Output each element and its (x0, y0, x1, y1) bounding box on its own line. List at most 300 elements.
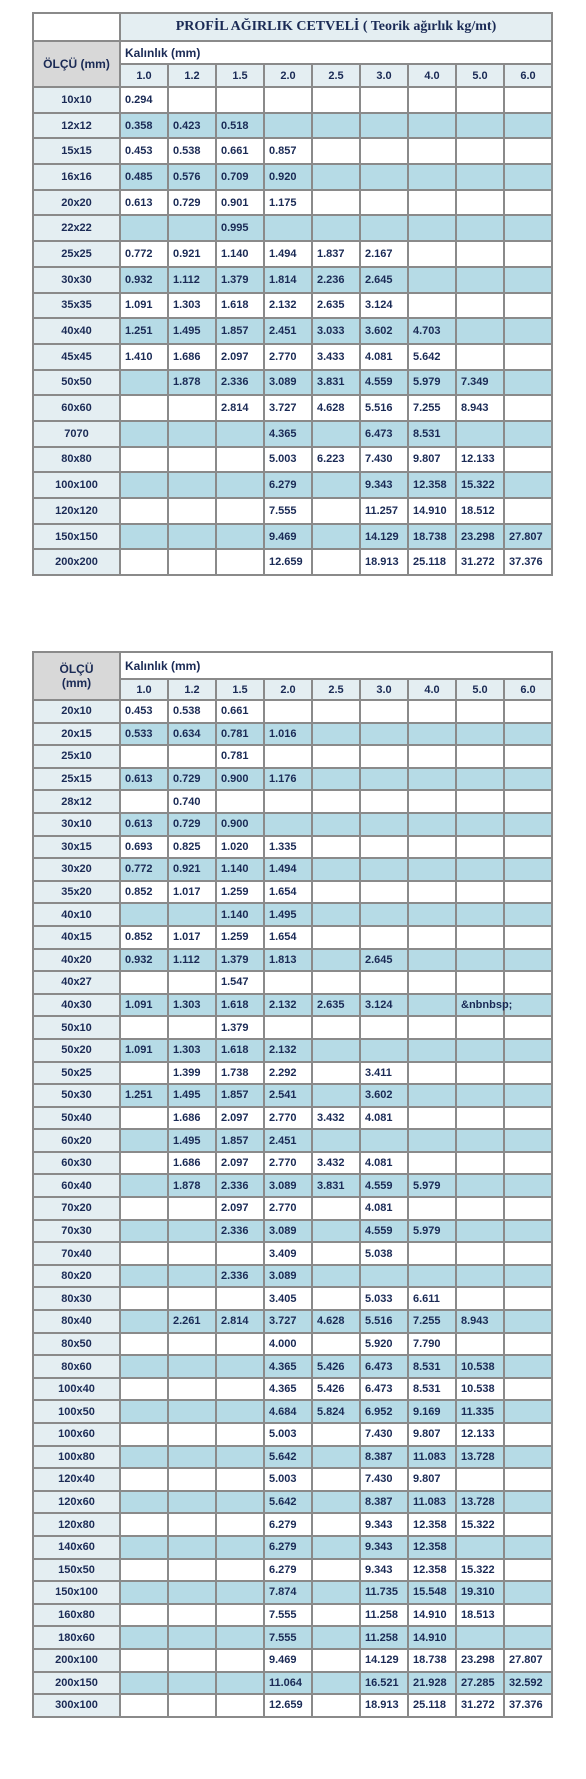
weight-cell (409, 114, 457, 140)
weight-cell (217, 1334, 265, 1357)
size-header-line1: ÖLÇÜ (59, 662, 94, 676)
weight-cell: 3.033 (313, 319, 361, 345)
table-row (34, 1334, 553, 1357)
weight-cell (313, 882, 361, 905)
weight-cell: 5.038 (361, 1243, 409, 1266)
weight-cell (313, 1288, 361, 1311)
size-cell: 30x15 (34, 837, 121, 860)
weight-cell: 8.531 (409, 1379, 457, 1402)
weight-cell: 3.405 (265, 1288, 313, 1311)
weight-cell (217, 1560, 265, 1583)
weight-cell: 1.112 (169, 950, 217, 973)
weight-cell: 14.910 (409, 1627, 457, 1650)
weight-cell: 3.727 (265, 1311, 313, 1334)
size-cell: 25x10 (34, 746, 121, 769)
weight-cell: 3.727 (265, 396, 313, 422)
thickness-column-header: 1.2 (169, 65, 217, 88)
table-row (34, 882, 553, 905)
weight-cell (121, 1266, 169, 1289)
weight-cell (409, 1198, 457, 1221)
weight-cell (457, 1085, 505, 1108)
size-cell: 22x22 (34, 216, 121, 242)
weight-cell (505, 1243, 553, 1266)
weight-cell (505, 1560, 553, 1583)
weight-cell: 11.064 (265, 1673, 313, 1696)
weight-cell (409, 191, 457, 217)
weight-cell (457, 904, 505, 927)
weight-cell (505, 191, 553, 217)
weight-cell: 2.770 (265, 1198, 313, 1221)
weight-cell (121, 499, 169, 525)
weight-cell: 1.251 (121, 319, 169, 345)
size-cell: 120x120 (34, 499, 121, 525)
weight-cell: 3.602 (361, 1085, 409, 1108)
weight-cell: 0.693 (121, 837, 169, 860)
size-cell: 40x10 (34, 904, 121, 927)
weight-cell (505, 319, 553, 345)
weight-cell: 1.399 (169, 1063, 217, 1086)
weight-cell (313, 1537, 361, 1560)
weight-cell (457, 701, 505, 724)
weight-cell: 5.033 (361, 1288, 409, 1311)
weight-cell (457, 1288, 505, 1311)
weight-cell: 11.335 (457, 1401, 505, 1424)
weight-cell (505, 1334, 553, 1357)
table-row (34, 950, 553, 973)
weight-cell (361, 701, 409, 724)
table-row (34, 525, 553, 551)
weight-cell (505, 1582, 553, 1605)
weight-cell (457, 882, 505, 905)
weight-cell: 7.255 (409, 396, 457, 422)
weight-cell: 1.857 (217, 319, 265, 345)
weight-cell (265, 746, 313, 769)
weight-cell (505, 837, 553, 860)
weight-cell (505, 1469, 553, 1492)
weight-cell (457, 88, 505, 114)
weight-cell: 0.932 (121, 950, 169, 973)
weight-cell: 2.635 (313, 995, 361, 1018)
size-cell: 40x20 (34, 950, 121, 973)
weight-cell: 6.473 (361, 422, 409, 448)
weight-cell: 1.259 (217, 927, 265, 950)
weight-cell (121, 1379, 169, 1402)
weight-cell: 21.928 (409, 1673, 457, 1696)
weight-cell: 6.279 (265, 473, 313, 499)
weight-cell: 7.555 (265, 1605, 313, 1628)
weight-cell (313, 1334, 361, 1357)
weight-cell (313, 1040, 361, 1063)
weight-cell (121, 1063, 169, 1086)
weight-cell: 1.654 (265, 927, 313, 950)
size-cell: 50x30 (34, 1085, 121, 1108)
weight-cell: 6.279 (265, 1514, 313, 1537)
weight-cell (313, 701, 361, 724)
weight-cell (409, 927, 457, 950)
weight-cell (313, 1085, 361, 1108)
weight-cell: 5.516 (361, 396, 409, 422)
size-cell: 40x30 (34, 995, 121, 1018)
table-row (34, 422, 553, 448)
weight-cell: 1.857 (217, 1130, 265, 1153)
weight-cell: 2.097 (217, 1108, 265, 1131)
table-row (34, 1401, 553, 1424)
weight-cell (361, 1017, 409, 1040)
weight-cell: 8.387 (361, 1447, 409, 1470)
weight-cell: 0.781 (217, 746, 265, 769)
weight-cell (505, 724, 553, 747)
weight-cell: 0.538 (169, 139, 217, 165)
size-cell: 50x40 (34, 1108, 121, 1131)
weight-cell (169, 1334, 217, 1357)
size-cell: 200x200 (34, 550, 121, 576)
size-header-line2: (mm) (61, 676, 92, 690)
weight-cell: 3.831 (313, 1175, 361, 1198)
size-cell: 35x35 (34, 294, 121, 320)
weight-cell (121, 1311, 169, 1334)
weight-cell (409, 1085, 457, 1108)
weight-cell (505, 1108, 553, 1131)
weight-cell (121, 1695, 169, 1718)
weight-cell (265, 1017, 313, 1040)
weight-cell: 3.089 (265, 371, 313, 397)
weight-cell (505, 114, 553, 140)
weight-cell (169, 473, 217, 499)
weight-cell (409, 859, 457, 882)
weight-cell: 12.133 (457, 448, 505, 474)
weight-cell (217, 1627, 265, 1650)
weight-cell (457, 1198, 505, 1221)
size-cell: 70x40 (34, 1243, 121, 1266)
weight-cell (169, 88, 217, 114)
weight-cell: 2.770 (265, 345, 313, 371)
weight-cell: 0.921 (169, 859, 217, 882)
weight-cell (505, 294, 553, 320)
weight-cell (505, 927, 553, 950)
size-cell: 80x50 (34, 1334, 121, 1357)
table-row (34, 1379, 553, 1402)
table-row (34, 1424, 553, 1447)
weight-cell (505, 422, 553, 448)
size-cell: 25x25 (34, 242, 121, 268)
weight-cell (169, 1266, 217, 1289)
weight-cell: 9.169 (409, 1401, 457, 1424)
weight-cell (217, 499, 265, 525)
weight-cell: 18.738 (409, 1650, 457, 1673)
weight-cell (457, 216, 505, 242)
weight-cell: 9.343 (361, 1537, 409, 1560)
weight-cell (409, 242, 457, 268)
weight-cell (313, 791, 361, 814)
table-row (34, 550, 553, 576)
weight-cell (457, 1175, 505, 1198)
weight-cell (361, 191, 409, 217)
weight-cell: 1.494 (265, 242, 313, 268)
weight-cell (505, 88, 553, 114)
weight-cell (169, 525, 217, 551)
weight-cell: 27.807 (505, 525, 553, 551)
weight-cell (313, 473, 361, 499)
size-cell: 50x50 (34, 371, 121, 397)
weight-cell: 9.469 (265, 525, 313, 551)
weight-cell (505, 216, 553, 242)
table-row (34, 1017, 553, 1040)
table-row (34, 724, 553, 747)
weight-cell: 8.943 (457, 396, 505, 422)
size-column-header (34, 653, 121, 701)
size-cell: 20x20 (34, 191, 121, 217)
size-cell: 20x15 (34, 724, 121, 747)
weight-cell: 1.837 (313, 242, 361, 268)
weight-cell (217, 473, 265, 499)
weight-cell: 1.140 (217, 904, 265, 927)
weight-cell (457, 1063, 505, 1086)
weight-cell: 0.900 (217, 814, 265, 837)
table-row (34, 1085, 553, 1108)
size-cell: 16x16 (34, 165, 121, 191)
table-row (34, 814, 553, 837)
weight-cell: 1.303 (169, 294, 217, 320)
weight-cell: 15.322 (457, 473, 505, 499)
weight-cell: 8.531 (409, 422, 457, 448)
weight-cell: 1.016 (265, 724, 313, 747)
weight-cell (457, 294, 505, 320)
weight-cell (121, 1334, 169, 1357)
weight-cell (313, 550, 361, 576)
weight-cell (409, 88, 457, 114)
weight-cell: 2.097 (217, 345, 265, 371)
weight-cell: 12.358 (409, 1537, 457, 1560)
weight-cell (169, 1514, 217, 1537)
weight-cell (409, 701, 457, 724)
weight-cell (169, 1356, 217, 1379)
weight-cell: 1.878 (169, 371, 217, 397)
weight-cell (217, 1379, 265, 1402)
weight-cell: 4.684 (265, 1401, 313, 1424)
weight-cell (313, 525, 361, 551)
weight-cell: 2.336 (217, 371, 265, 397)
weight-cell (217, 448, 265, 474)
size-cell: 200x150 (34, 1673, 121, 1696)
table-row (34, 1447, 553, 1470)
weight-cell (505, 1379, 553, 1402)
weight-cell: 0.709 (217, 165, 265, 191)
weight-cell: 7.790 (409, 1334, 457, 1357)
weight-cell (217, 1695, 265, 1718)
weight-cell: 1.379 (217, 950, 265, 973)
weight-cell (313, 1063, 361, 1086)
weight-cell (457, 191, 505, 217)
size-cell: 12x12 (34, 114, 121, 140)
weight-cell (313, 746, 361, 769)
weight-cell (121, 1447, 169, 1470)
weight-cell (505, 448, 553, 474)
table-row (34, 859, 553, 882)
weight-cell: 1.857 (217, 1085, 265, 1108)
weight-cell (313, 859, 361, 882)
weight-cell: 8.531 (409, 1356, 457, 1379)
weight-cell: 6.611 (409, 1288, 457, 1311)
weight-cell: 1.175 (265, 191, 313, 217)
size-cell: 10x10 (34, 88, 121, 114)
weight-cell: 1.495 (169, 1085, 217, 1108)
table-row (34, 1514, 553, 1537)
size-cell: 40x15 (34, 927, 121, 950)
weight-cell: 2.132 (265, 995, 313, 1018)
table-row (34, 1311, 553, 1334)
weight-cell: 10.538 (457, 1356, 505, 1379)
weight-cell (121, 525, 169, 551)
weight-cell: 13.728 (457, 1447, 505, 1470)
weight-cell: 8.943 (457, 1311, 505, 1334)
weight-cell (505, 1514, 553, 1537)
weight-cell: 5.979 (409, 1221, 457, 1244)
weight-cell: 5.642 (265, 1492, 313, 1515)
weight-cell: 1.738 (217, 1063, 265, 1086)
weight-cell: 0.518 (217, 114, 265, 140)
weight-cell (313, 1650, 361, 1673)
table-row (34, 165, 553, 191)
weight-cell: 3.831 (313, 371, 361, 397)
weight-cell (121, 746, 169, 769)
weight-cell (409, 882, 457, 905)
weight-cell (361, 1130, 409, 1153)
size-cell: 60x60 (34, 396, 121, 422)
weight-cell (457, 859, 505, 882)
thickness-column-header: 1.5 (217, 65, 265, 88)
weight-cell (361, 972, 409, 995)
weight-cell (361, 165, 409, 191)
weight-cell: 1.251 (121, 1085, 169, 1108)
weight-cell: 14.129 (361, 1650, 409, 1673)
weight-cell: 3.602 (361, 319, 409, 345)
thickness-column-header: 3.0 (361, 65, 409, 88)
table-row (34, 972, 553, 995)
weight-cell (169, 1424, 217, 1447)
weight-cell: 4.081 (361, 1153, 409, 1176)
weight-cell (217, 1582, 265, 1605)
weight-cell (361, 1040, 409, 1063)
weight-cell: 4.365 (265, 1379, 313, 1402)
weight-cell: 3.432 (313, 1108, 361, 1131)
weight-cell: 25.118 (409, 550, 457, 576)
weight-cell (169, 1560, 217, 1583)
weight-cell (121, 1560, 169, 1583)
weight-cell (169, 550, 217, 576)
weight-cell (169, 1627, 217, 1650)
weight-cell: 0.453 (121, 701, 169, 724)
weight-cell: 0.358 (121, 114, 169, 140)
table-row (34, 1673, 553, 1696)
table-row (34, 1695, 553, 1718)
weight-cell: 1.495 (169, 319, 217, 345)
thickness-column-header: 6.0 (505, 680, 553, 701)
weight-cell (169, 216, 217, 242)
weight-cell: 2.336 (217, 1175, 265, 1198)
weight-cell (265, 88, 313, 114)
weight-cell (505, 1266, 553, 1289)
weight-cell: 1.017 (169, 882, 217, 905)
weight-cell: 1.686 (169, 1108, 217, 1131)
size-cell: 100x80 (34, 1447, 121, 1470)
weight-cell: 1.813 (265, 950, 313, 973)
weight-cell: 4.000 (265, 1334, 313, 1357)
weight-cell: 5.920 (361, 1334, 409, 1357)
thickness-column-header: 2.5 (313, 65, 361, 88)
weight-cell (169, 422, 217, 448)
table-row (34, 1560, 553, 1583)
weight-cell: 4.628 (313, 1311, 361, 1334)
weight-cell: 1.495 (265, 904, 313, 927)
thickness-column-header: 5.0 (457, 680, 505, 701)
weight-cell: 6.279 (265, 1560, 313, 1583)
weight-cell: 9.343 (361, 1560, 409, 1583)
table-row (34, 114, 553, 140)
weight-cell: 18.513 (457, 1605, 505, 1628)
weight-cell (169, 1695, 217, 1718)
weight-cell (361, 114, 409, 140)
thickness-column-header: 2.5 (313, 680, 361, 701)
weight-cell (217, 1356, 265, 1379)
weight-cell (169, 904, 217, 927)
weight-cell: 31.272 (457, 550, 505, 576)
weight-cell: 3.089 (265, 1221, 313, 1244)
weight-cell (121, 904, 169, 927)
weight-cell (217, 1673, 265, 1696)
weight-cell: 23.298 (457, 1650, 505, 1673)
weight-cell: 4.081 (361, 345, 409, 371)
weight-cell (505, 791, 553, 814)
weight-cell (361, 927, 409, 950)
weight-cell (409, 1130, 457, 1153)
weight-cell: 0.729 (169, 769, 217, 792)
weight-cell (409, 216, 457, 242)
weight-cell: 9.343 (361, 473, 409, 499)
weight-cell (505, 995, 553, 1018)
weight-cell (217, 1605, 265, 1628)
weight-cell (121, 1243, 169, 1266)
weight-cell (457, 345, 505, 371)
weight-cell: 0.634 (169, 724, 217, 747)
weight-cell: 0.901 (217, 191, 265, 217)
weight-cell (505, 1401, 553, 1424)
weight-cell: 0.485 (121, 165, 169, 191)
weight-cell: 2.770 (265, 1108, 313, 1131)
weight-cell (313, 1447, 361, 1470)
table-row (34, 1288, 553, 1311)
weight-cell (409, 1108, 457, 1131)
weight-cell: 2.167 (361, 242, 409, 268)
size-cell: 140x60 (34, 1537, 121, 1560)
table-row (34, 1198, 553, 1221)
weight-cell (361, 904, 409, 927)
weight-cell: 3.124 (361, 294, 409, 320)
weight-cell: 1.547 (217, 972, 265, 995)
weight-cell (313, 1605, 361, 1628)
weight-cell: 2.336 (217, 1221, 265, 1244)
weight-cell (505, 1447, 553, 1470)
weight-cell (409, 837, 457, 860)
weight-cell: 11.258 (361, 1627, 409, 1650)
weight-cell (169, 1379, 217, 1402)
weight-cell: 1.140 (217, 242, 265, 268)
weight-cell: 1.494 (265, 859, 313, 882)
weight-cell (457, 724, 505, 747)
weight-cell: 12.358 (409, 1514, 457, 1537)
weight-cell (121, 216, 169, 242)
weight-cell (457, 165, 505, 191)
weight-cell (265, 814, 313, 837)
